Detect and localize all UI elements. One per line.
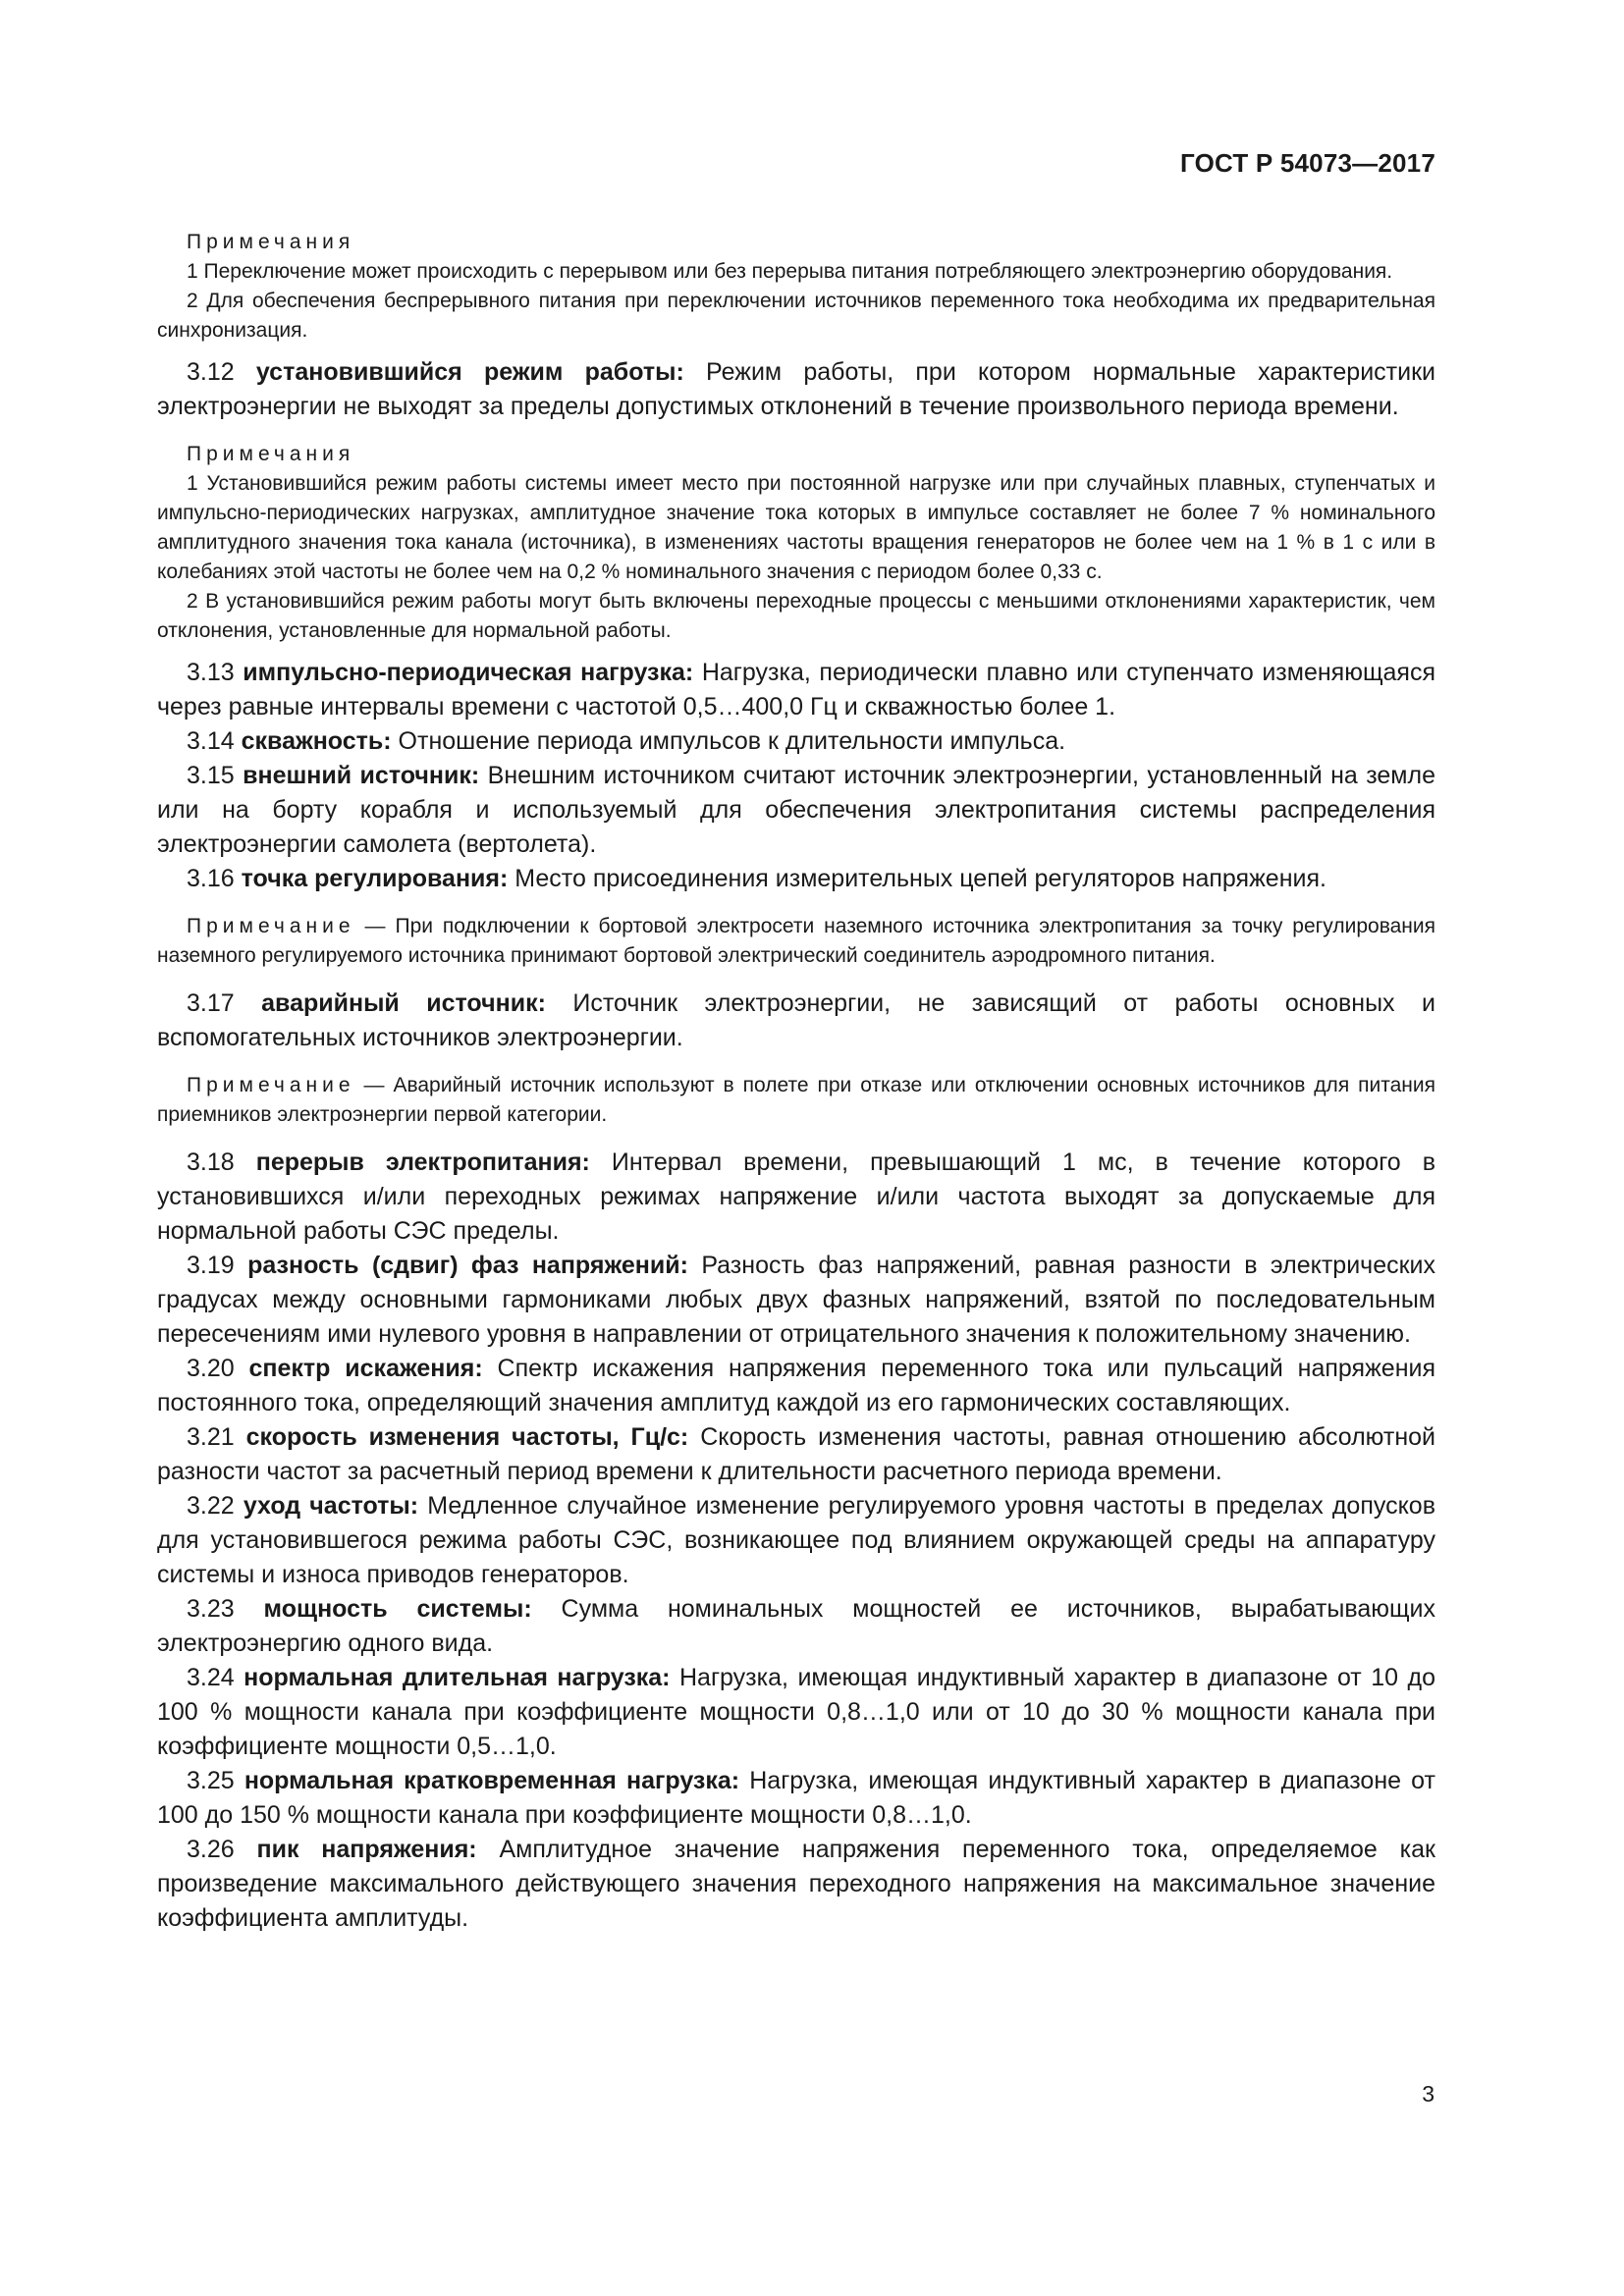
note-block (157, 1071, 1435, 1130)
term-definition: Медленное случайное изменение регулируемого уровня частоты в пределах допусков для установившегося режима работы СЭС, возникающее под влиянием окружающей среды на аппаратуру системы и износа приводов генераторов. (157, 1492, 1435, 1588)
term-number: 3.25 (187, 1767, 235, 1794)
term-name: точка регулирования: (241, 865, 509, 892)
note-title: Примечания (187, 231, 355, 253)
term-entry (157, 724, 1435, 759)
note-text: — При подключении к бортовой электросети наземного источника электропитания за точку регулирования наземного регулируемого источника принимают бортовой электрический соединитель аэродромного питания. (157, 915, 1435, 967)
note-block (157, 440, 1435, 646)
note-text: — Аварийный источник используют в полете при отказе или отключении основных источников для питания приемников электроэнергии первой категории. (157, 1074, 1435, 1126)
term-name: мощность системы: (263, 1595, 532, 1623)
term-definition: Амплитудное значение напряжения переменного тока, определяемое как произведение максимального действующего значения переходного напряжения на максимальное значение коэффициента амплитуды. (157, 1836, 1435, 1932)
term-number: 3.19 (187, 1252, 235, 1279)
note-block (157, 912, 1435, 971)
term-entry (157, 987, 1435, 1055)
term-definition: Скорость изменения частоты, равная отношению абсолютной разности частот за расчетный период времени к длительности расчетного периода времени. (157, 1423, 1435, 1485)
term-entry (157, 1489, 1435, 1592)
term-name: скорость изменения частоты, Гц/с: (245, 1423, 689, 1451)
term-definition: Источник электроэнергии, не зависящий от работы основных и вспомогательных источников электроэнергии. (157, 989, 1435, 1051)
page-number: 3 (1422, 2081, 1435, 2107)
term-entry (157, 1249, 1435, 1352)
term-entry (157, 1661, 1435, 1764)
term-entry (157, 862, 1435, 896)
term-number: 3.16 (187, 865, 235, 892)
term-name: аварийный источник: (261, 989, 546, 1017)
note-item: 1 Переключение может происходить с перерывом или без перерыва питания потребляющего электроэнергию оборудования. (187, 260, 1393, 283)
term-name: установившийся режим работы: (255, 358, 684, 386)
term-definition: Режим работы, при котором нормальные характеристики электроэнергии не выходят за пределы допустимых отклонений в течение произвольного периода времени. (157, 358, 1435, 420)
term-number: 3.12 (187, 358, 235, 386)
term-number: 3.21 (187, 1423, 235, 1451)
term-number: 3.17 (187, 989, 235, 1017)
note-item: 2 Для обеспечения беспрерывного питания при переключении источников переменного тока необходима их предварительная синхронизация. (157, 290, 1435, 342)
term-number: 3.14 (187, 727, 235, 755)
note-label: Примечание (187, 1074, 355, 1096)
term-name: уход частоты: (243, 1492, 419, 1520)
term-number: 3.18 (187, 1148, 235, 1176)
term-name: пик напряжения: (256, 1836, 477, 1863)
term-name: внешний источник: (243, 762, 480, 789)
note-label: Примечание (187, 915, 355, 937)
note-item: 1 Установившийся режим работы системы имеет место при постоянной нагрузке или при случайных плавных, ступенчатых и импульсно-периодических нагрузках, амплитудное значение тока которых в импульсе составляет не более 7 % номинального амплитудного значения тока канала (источника), в изменениях частоты вращения генераторов не более чем на 1 % в 1 с или в колебаниях этой частоты не более чем на 0,2 % номинального значения с периодом более 0,33 с. (157, 472, 1435, 583)
term-definition: Сумма номинальных мощностей ее источников, вырабатывающих электроэнергию одного вида. (157, 1595, 1436, 1657)
note-block (157, 228, 1435, 346)
term-entry (157, 1764, 1435, 1833)
term-entry (157, 1352, 1435, 1420)
term-name: спектр искажения: (248, 1355, 483, 1382)
document-id: ГОСТ Р 54073—2017 (1180, 148, 1435, 178)
term-name: разность (сдвиг) фаз напряжений: (247, 1252, 688, 1279)
term-entry (157, 1592, 1435, 1661)
term-definition: Интервал времени, превышающий 1 мс, в течение которого в установившихся и/или переходных режимах напряжение и/или частота выходят за допускаемые для нормальной работы СЭС пределы. (157, 1148, 1435, 1245)
term-number: 3.20 (187, 1355, 235, 1382)
term-name: нормальная длительная нагрузка: (244, 1664, 671, 1691)
term-definition: Внешним источником считают источник электроэнергии, установленный на земле или на борту корабля и используемый для обеспечения электропитания системы распределения электроэнергии самолета (вертолета). (157, 762, 1435, 858)
term-definition: Нагрузка, имеющая индуктивный характер в диапазоне от 10 до 100 % мощности канала при коэффициенте мощности 0,8…1,0 или от 10 до 30 % мощности канала при коэффициенте мощности 0,5…1,0. (157, 1664, 1435, 1760)
term-entry (157, 1833, 1435, 1936)
term-definition: Разность фаз напряжений, равная разности в электрических градусах между основными гармониками любых двух фазных напряжений, взятой по последовательным пересечениям ими нулевого уровня в направлении от отрицательного значения к положительному значению. (157, 1252, 1435, 1348)
term-name: перерыв электропитания: (255, 1148, 590, 1176)
term-entry (157, 656, 1435, 724)
term-entry (157, 1420, 1435, 1489)
term-definition: Спектр искажения напряжения переменного тока или пульсаций напряжения постоянного тока, определяющий значения амплитуд каждой из его гармонических составляющих. (157, 1355, 1436, 1416)
term-definition: Нагрузка, имеющая индуктивный характер в диапазоне от 100 до 150 % мощности канала при коэффициенте мощности 0,8…1,0. (157, 1767, 1435, 1829)
term-entry (157, 355, 1435, 424)
term-definition: Отношение периода импульсов к длительности импульса. (398, 727, 1066, 755)
term-name: импульсно-периодическая нагрузка: (243, 659, 694, 686)
term-number: 3.13 (187, 659, 235, 686)
term-name: нормальная кратковременная нагрузка: (244, 1767, 740, 1794)
term-number: 3.23 (187, 1595, 235, 1623)
term-number: 3.26 (187, 1836, 235, 1863)
term-number: 3.24 (187, 1664, 235, 1691)
term-definition: Нагрузка, периодически плавно или ступенчато изменяющаяся через равные интервалы времени с частотой 0,5…400,0 Гц и скважностью более 1. (157, 659, 1435, 721)
term-number: 3.22 (187, 1492, 235, 1520)
term-definition: Место присоединения измерительных цепей регуляторов напряжения. (514, 865, 1326, 892)
note-item: 2 В установившийся режим работы могут быть включены переходные процессы с меньшими отклонениями характеристик, чем отклонения, установленные для нормальной работы. (157, 590, 1435, 642)
term-name: скважность: (241, 727, 392, 755)
page-content (157, 228, 1435, 1936)
term-entry (157, 1146, 1435, 1249)
term-entry (157, 759, 1435, 862)
note-title: Примечания (187, 443, 355, 465)
term-number: 3.15 (187, 762, 235, 789)
